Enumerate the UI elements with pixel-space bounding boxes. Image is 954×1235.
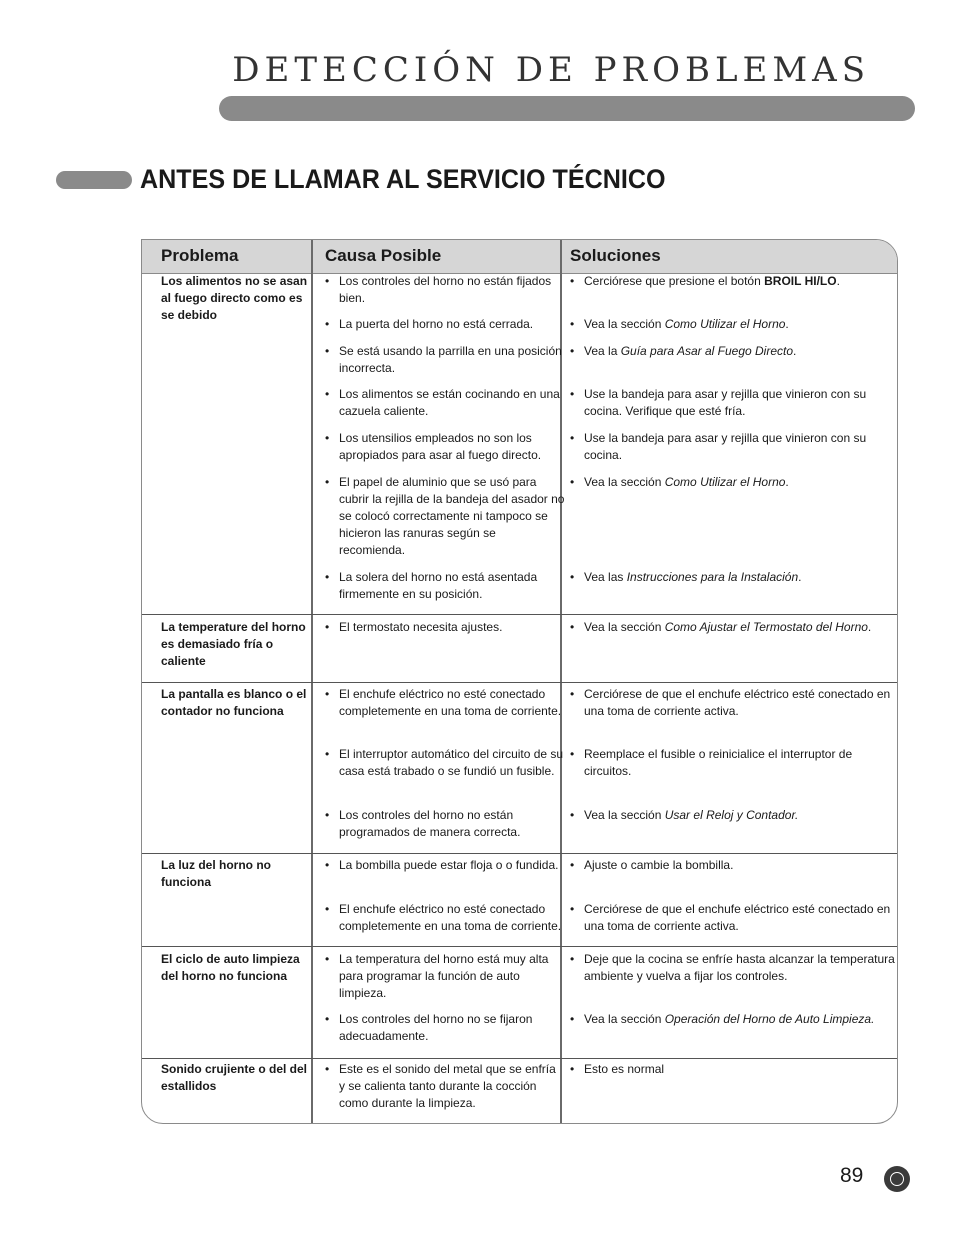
- column-header-solutions: Soluciones: [570, 246, 661, 265]
- cause-item: [325, 430, 565, 464]
- bullet-icon: •: [325, 344, 330, 358]
- table-header: [142, 240, 897, 274]
- cause-text: Los controles del horno no están programados de manera correcta.: [339, 808, 521, 839]
- bullet-icon: •: [325, 317, 330, 331]
- troubleshooting-table: [141, 239, 898, 1124]
- cause-item: [325, 686, 565, 720]
- cause-text: La bombilla puede estar floja o o fundida.: [339, 858, 559, 872]
- solution-text-plain: Vea la sección: [584, 317, 665, 331]
- bullet-icon: •: [325, 902, 330, 916]
- solution-text-plain: .: [785, 475, 789, 489]
- solution-text-plain: .: [836, 274, 840, 288]
- solution-text-plain: Vea las: [584, 570, 627, 584]
- cause-text: Los utensilios empleados no son los apropiados para asar al fuego directo.: [339, 431, 542, 462]
- solution-text: [570, 1061, 898, 1078]
- solution-item: [570, 430, 898, 464]
- cause-item: [325, 857, 565, 874]
- solution-text-bold: BROIL HI/LO: [764, 274, 837, 288]
- cause-text: La puerta del horno no está cerrada.: [339, 317, 534, 331]
- solution-text-plain: Vea la sección: [584, 620, 665, 634]
- bullet-icon: •: [325, 475, 330, 489]
- solution-item: [570, 569, 898, 586]
- solution-text-plain: .: [798, 570, 802, 584]
- cause-item: [325, 569, 565, 603]
- bullet-icon: •: [570, 1062, 575, 1076]
- cause-item: [325, 316, 565, 333]
- cause-text: Los controles del horno no se fijaron adecuadamente.: [339, 1012, 533, 1043]
- solution-text-plain: Vea la sección: [584, 808, 665, 822]
- solution-item: [570, 857, 898, 874]
- bullet-icon: •: [325, 687, 330, 701]
- solution-text: [570, 746, 898, 780]
- solution-text-reference: Operación del Horno de Auto Limpieza.: [664, 1012, 875, 1026]
- problem-cell: El ciclo de auto limpieza del horno no funciona: [161, 952, 300, 983]
- solution-text-plain: .: [793, 344, 797, 358]
- section-title: ANTES DE LLAMAR AL SERVICIO TÉCNICO: [140, 164, 666, 194]
- solution-text-plain: Use la bandeja para asar y rejilla que vinieron con su cocina.: [584, 431, 867, 462]
- solution-text: [570, 951, 898, 985]
- bullet-icon: •: [570, 387, 575, 401]
- bullet-icon: •: [325, 808, 330, 822]
- cause-item: [325, 1061, 565, 1112]
- cause-text: El interruptor automático del circuito de su casa está trabado o se fundió un fusible.: [339, 747, 564, 778]
- solution-text: [570, 474, 898, 491]
- cause-text: La temperatura del horno está muy alta para programar la función de auto limpieza.: [339, 952, 549, 1000]
- row-divider: [142, 946, 897, 947]
- cause-item: [325, 619, 565, 636]
- solution-text-reference: Como Utilizar el Horno: [664, 475, 786, 489]
- bullet-icon: •: [570, 858, 575, 872]
- row-divider: [142, 614, 897, 615]
- solution-text-plain: Use la bandeja para asar y rejilla que vinieron con su cocina. Verifique que esté fría.: [584, 387, 867, 418]
- solution-text-plain: Reemplace el fusible o reinicialice el interruptor de circuitos.: [584, 747, 853, 778]
- bullet-icon: •: [325, 274, 330, 288]
- lg-logo-icon: [884, 1166, 910, 1192]
- cause-text: Los alimentos se están cocinando en una cazuela caliente.: [339, 387, 560, 418]
- solution-item: [570, 386, 898, 420]
- cause-item: [325, 386, 565, 420]
- solution-text: [570, 316, 898, 333]
- cause-item: [325, 951, 565, 1002]
- bullet-icon: •: [570, 808, 575, 822]
- bullet-icon: •: [325, 1012, 330, 1026]
- solution-text-plain: Deje que la cocina se enfríe hasta alcanzar la temperatura ambiente y vuelva a fijar los controles.: [584, 952, 895, 983]
- solution-text-plain: Ajuste o cambie la bombilla.: [584, 858, 734, 872]
- solution-item: [570, 1061, 898, 1078]
- cause-text: Este es el sonido del metal que se enfría y se calienta tanto durante la cocción como durante la limpieza.: [339, 1062, 556, 1110]
- page-title: DETECCIÓN DE PROBLEMAS: [232, 50, 870, 90]
- solution-item: [570, 807, 898, 824]
- solution-item: [570, 316, 898, 333]
- bullet-icon: •: [570, 274, 575, 288]
- solution-text-plain: Cerciórese que presione el botón: [584, 274, 765, 288]
- row-divider: [142, 682, 897, 683]
- solution-item: [570, 474, 898, 491]
- bullet-icon: •: [570, 431, 575, 445]
- solution-text: [570, 430, 898, 464]
- solution-text-plain: Vea la: [584, 344, 621, 358]
- solution-text: [570, 1011, 898, 1028]
- problem-cell: Sonido crujiente o del del estallidos: [161, 1062, 308, 1093]
- row-divider: [142, 853, 897, 854]
- solution-text: [570, 686, 898, 720]
- bullet-icon: •: [570, 317, 575, 331]
- bullet-icon: •: [570, 620, 575, 634]
- column-header-problem: Problema: [161, 246, 239, 265]
- bullet-icon: •: [325, 1062, 330, 1076]
- cause-text: El enchufe eléctrico no esté conectado completemente en una toma de corriente.: [339, 687, 562, 718]
- solution-item: [570, 901, 898, 935]
- problem-cell: La luz del horno no funciona: [161, 858, 271, 889]
- cause-text: Los controles del horno no están fijados bien.: [339, 274, 552, 305]
- solution-item: [570, 746, 898, 780]
- bullet-icon: •: [325, 387, 330, 401]
- solution-text-plain: Esto es normal: [584, 1062, 665, 1076]
- cause-item: [325, 746, 565, 780]
- solution-text-reference: Guía para Asar al Fuego Directo: [620, 344, 794, 358]
- bullet-icon: •: [325, 747, 330, 761]
- cause-item: [325, 273, 565, 307]
- problem-cell: La temperature del horno es demasiado fría o caliente: [161, 620, 306, 668]
- solution-text: [570, 386, 898, 420]
- bullet-icon: •: [325, 952, 330, 966]
- cause-item: [325, 807, 565, 841]
- bullet-icon: •: [570, 1012, 575, 1026]
- solution-item: [570, 1011, 898, 1028]
- header-bar: [219, 96, 915, 121]
- bullet-icon: •: [325, 858, 330, 872]
- bullet-icon: •: [570, 952, 575, 966]
- cause-text: El termostato necesita ajustes.: [339, 620, 503, 634]
- bullet-icon: •: [570, 687, 575, 701]
- bullet-icon: •: [570, 902, 575, 916]
- solution-text-plain: Vea la sección: [584, 475, 665, 489]
- solution-text: [570, 273, 898, 290]
- cause-text: El enchufe eléctrico no esté conectado completemente en una toma de corriente.: [339, 902, 562, 933]
- cause-text: Se está usando la parrilla en una posición incorrecta.: [339, 344, 562, 375]
- row-divider: [142, 1058, 897, 1059]
- solution-text-reference: Usar el Reloj y Contador.: [664, 808, 799, 822]
- solution-text-plain: Vea la sección: [584, 1012, 665, 1026]
- solution-text: [570, 807, 898, 824]
- solution-text-plain: Cerciórese de que el enchufe eléctrico esté conectado en una toma de corriente activa.: [584, 902, 891, 933]
- solution-text: [570, 901, 898, 935]
- solution-text-plain: Cerciórese de que el enchufe eléctrico esté conectado en una toma de corriente activa.: [584, 687, 891, 718]
- solution-text-reference: Instrucciones para la Instalación: [626, 570, 799, 584]
- solution-text: [570, 619, 898, 636]
- solution-text-plain: .: [867, 620, 872, 634]
- solution-text: [570, 569, 898, 586]
- solution-text-plain: .: [785, 317, 789, 331]
- cause-text: El papel de aluminio que se usó para cubrir la rejilla de la bandeja del asador no se colocó correctamente ni tampoco se hicieron las ranuras según se recomienda.: [339, 475, 565, 557]
- solution-text: [570, 857, 898, 874]
- bullet-icon: •: [570, 344, 575, 358]
- solution-item: [570, 273, 898, 290]
- bullet-icon: •: [325, 570, 330, 584]
- column-header-cause: Causa Posible: [325, 246, 442, 265]
- section-pill: [56, 171, 132, 189]
- solution-item: [570, 951, 898, 985]
- solution-text: [570, 343, 898, 360]
- solution-text-reference: Como Ajustar el Termostato del Horno: [664, 620, 868, 634]
- cause-item: [325, 1011, 565, 1045]
- problem-cell: Los alimentos no se asan al fuego directo como es se debido: [161, 274, 308, 322]
- page-number: 89: [840, 1164, 864, 1187]
- bullet-icon: •: [325, 620, 330, 634]
- solution-item: [570, 343, 898, 360]
- solution-text-reference: Como Utilizar el Horno: [664, 317, 786, 331]
- cause-item: [325, 474, 565, 559]
- cause-item: [325, 901, 565, 935]
- solution-item: [570, 619, 898, 636]
- bullet-icon: •: [570, 570, 575, 584]
- problem-cell: La pantalla es blanco o el contador no funciona: [161, 687, 307, 718]
- bullet-icon: •: [570, 747, 575, 761]
- cause-text: La solera del horno no está asentada firmemente en su posición.: [339, 570, 538, 601]
- bullet-icon: •: [325, 431, 330, 445]
- cause-item: [325, 343, 565, 377]
- bullet-icon: •: [570, 475, 575, 489]
- solution-item: [570, 686, 898, 720]
